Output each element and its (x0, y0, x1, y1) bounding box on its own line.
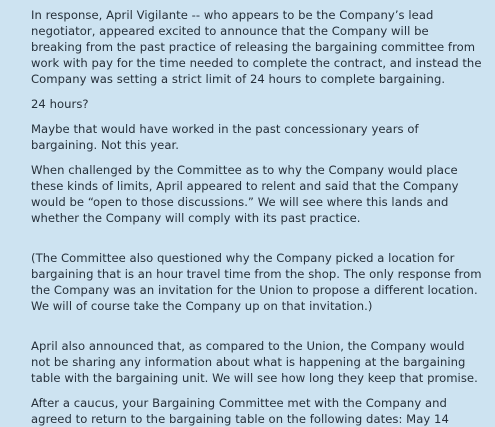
paragraph-location: (The Committee also questioned why the Company picked a location for bargaining that is an hour travel time from the shop. The only response from the Company was an invitation for the Union to propose a different location. We will of course take the Company up on that invitation.) (31, 251, 482, 313)
paragraph-response: In response, April Vigilante -- who appears to be the Company’s lead negotiator, appeared excited to announce that the Company will be breaking from the past practice of releasing the bargaining committee from work with pay for the time needed to complete the contract, and instead the Company was setting a strict limit of 24 hours to complete bargaining. (31, 8, 482, 86)
paragraph-caucus: After a caucus, your Bargaining Committee met with the Company and agreed to return to the bargaining table on the following dates: May 14 (31, 396, 449, 426)
paragraph-24-hours: 24 hours? (31, 97, 89, 111)
paragraph-concessionary: Maybe that would have worked in the past concessionary years of bargaining. Not this year. (31, 122, 419, 152)
paragraph-challenged: When challenged by the Committee as to why the Company would place these kinds of limits, April appeared to relent and said that the Company would be “open to those discussions.” We will see where this lands and whether the Company will comply with its past practice. (31, 163, 459, 225)
paragraph-information: April also announced that, as compared to the Union, the Company would not be sharing any information about what is happening at the bargaining table with the bargaining unit. We will see how long they keep that promise. (31, 339, 478, 385)
